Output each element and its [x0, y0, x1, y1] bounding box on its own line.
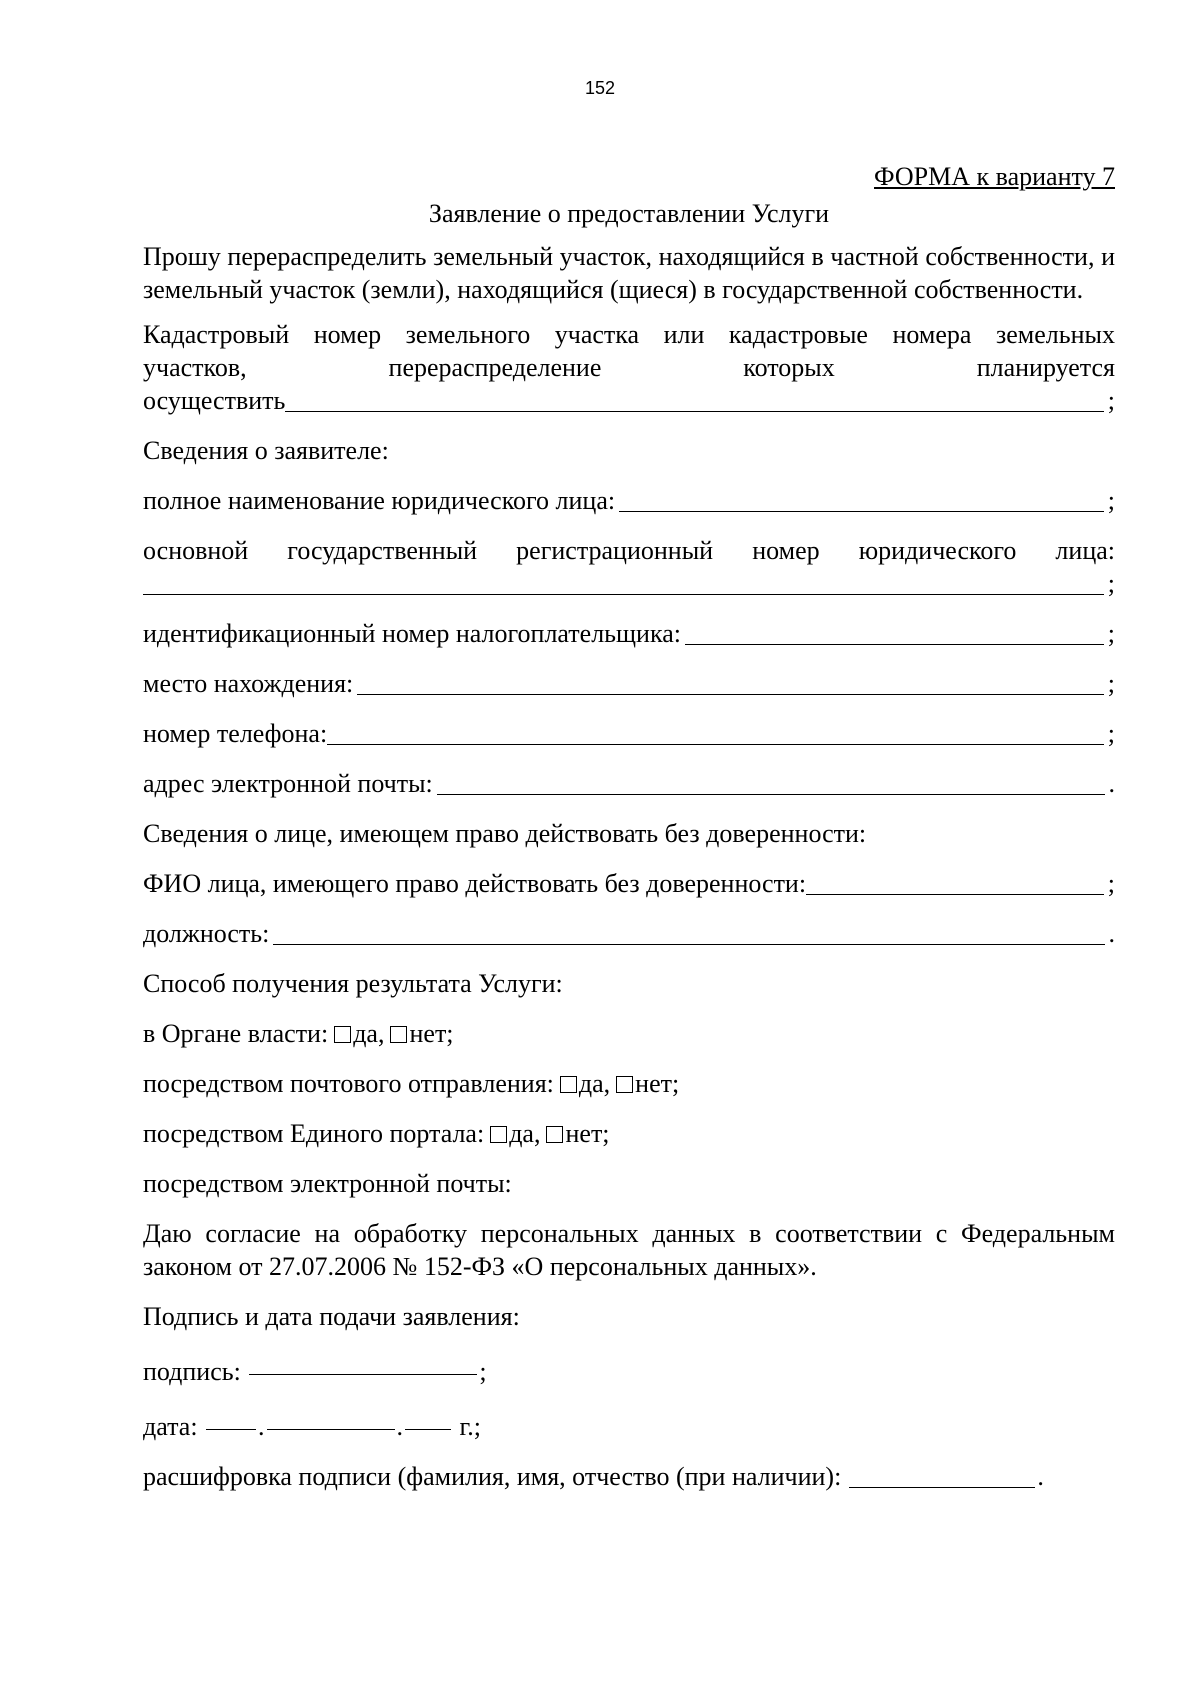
delivery-authority-row: [143, 1017, 1115, 1050]
semicolon: ;: [1107, 669, 1115, 698]
signature-label: подпись:: [143, 1357, 241, 1386]
semicolon: ;: [1107, 869, 1115, 898]
email-row: [143, 767, 1115, 800]
consent-paragraph: Даю согласие на обработку персональных данных в соответствии с Федеральным законом от 27.07.2006 № 152-ФЗ «О персональных данных».: [143, 1219, 1115, 1281]
position-row: [143, 917, 1115, 950]
post-yes-checkbox[interactable]: [560, 1076, 577, 1093]
yes-label: да,: [578, 1069, 611, 1098]
request-paragraph: Прошу перераспределить земельный участок, находящийся в частной собственности, и земельный участок (земли), находящийся (щиеся) в государственной собственности.: [143, 242, 1115, 304]
yes-label: да,: [509, 1119, 541, 1148]
phone-label: номер телефона:: [143, 719, 328, 748]
signature-decode-label: расшифровка подписи (фамилия, имя, отчество (при наличии):: [143, 1462, 842, 1491]
year-suffix: г.;: [459, 1412, 482, 1441]
date-separator: .: [258, 1412, 265, 1441]
yes-label: да,: [353, 1019, 385, 1048]
representative-fio-row: [143, 867, 1115, 900]
cadastral-line-1: Кадастровый номер земельного участка или кадастровые номера земельных: [143, 320, 1115, 349]
semicolon: ;: [1107, 619, 1115, 648]
location-label: место нахождения:: [143, 669, 354, 698]
date-label: дата:: [143, 1412, 198, 1441]
form-reference: ФОРМА к варианту 7: [874, 162, 1115, 191]
email-label: адрес электронной почты:: [143, 769, 433, 798]
period: .: [1108, 769, 1115, 798]
ogrn-row: [143, 567, 1115, 600]
ogrn-block: [143, 534, 1115, 600]
portal-yes-checkbox[interactable]: [490, 1126, 507, 1143]
cadastral-label: осуществить: [143, 386, 286, 415]
cadastral-block: [143, 318, 1115, 417]
location-field[interactable]: [357, 670, 1104, 695]
date-row: [143, 1405, 1115, 1443]
no-label: нет;: [635, 1069, 680, 1098]
date-separator: .: [396, 1412, 404, 1441]
signature-field[interactable]: [249, 1350, 477, 1375]
inn-label: идентификационный номер налогоплательщика:: [143, 619, 681, 648]
date-day-field[interactable]: [206, 1405, 256, 1430]
delivery-portal-label: посредством Единого портала:: [143, 1119, 485, 1148]
representative-heading: Сведения о лице, имеющем право действовать без доверенности:: [143, 819, 867, 848]
delivery-post-label: посредством почтового отправления:: [143, 1069, 554, 1098]
form-content: [143, 160, 1115, 1493]
post-no-checkbox[interactable]: [616, 1076, 633, 1093]
signature-decode-row: [143, 1460, 1115, 1493]
inn-field[interactable]: [685, 620, 1104, 645]
full-name-label: полное наименование юридического лица:: [143, 486, 616, 515]
phone-field[interactable]: [327, 720, 1104, 745]
authority-no-checkbox[interactable]: [390, 1026, 407, 1043]
delivery-authority-label: в Органе власти:: [143, 1019, 329, 1048]
semicolon: ;: [1107, 569, 1115, 598]
position-label: должность:: [143, 919, 270, 948]
inn-row: [143, 617, 1115, 650]
delivery-portal-row: [143, 1117, 1115, 1150]
phone-row: [143, 717, 1115, 750]
full-name-field[interactable]: [619, 487, 1104, 512]
portal-no-checkbox[interactable]: [546, 1126, 563, 1143]
cadastral-number-field[interactable]: [285, 387, 1103, 412]
position-field[interactable]: [273, 920, 1104, 945]
date-year-field[interactable]: [405, 1405, 451, 1430]
no-label: нет;: [565, 1119, 610, 1148]
cadastral-row: [143, 384, 1115, 417]
signature-decode-field[interactable]: [849, 1463, 1035, 1488]
no-label: нет;: [409, 1019, 454, 1048]
full-name-row: [143, 484, 1115, 517]
signature-heading: Подпись и дата подачи заявления:: [143, 1302, 520, 1331]
ogrn-field[interactable]: [143, 570, 1104, 595]
delivery-heading: Способ получения результата Услуги:: [143, 969, 563, 998]
cadastral-end: ;: [1107, 386, 1115, 415]
authority-yes-checkbox[interactable]: [334, 1026, 351, 1043]
cadastral-line-2: участков, перераспределение которых планируется: [143, 353, 1115, 382]
page-number: 152: [584, 78, 616, 98]
date-month-field[interactable]: [267, 1405, 395, 1430]
signature-row: [143, 1350, 1115, 1388]
delivery-post-row: [143, 1067, 1115, 1100]
email-field[interactable]: [437, 770, 1105, 795]
document-title: Заявление о предоставлении Услуги: [428, 199, 830, 228]
representative-fio-field[interactable]: [806, 870, 1104, 895]
period: .: [1108, 919, 1115, 948]
applicant-heading: Сведения о заявителе:: [143, 436, 389, 465]
semicolon: ;: [479, 1357, 487, 1386]
semicolon: ;: [1107, 486, 1115, 515]
ogrn-label: основной государственный регистрационный номер юридического лица:: [143, 536, 1115, 565]
period: .: [1037, 1462, 1044, 1491]
representative-fio-label: ФИО лица, имеющего право действовать без доверенности:: [143, 869, 807, 898]
delivery-email-label: посредством электронной почты:: [143, 1169, 512, 1198]
location-row: [143, 667, 1115, 700]
semicolon: ;: [1107, 719, 1115, 748]
